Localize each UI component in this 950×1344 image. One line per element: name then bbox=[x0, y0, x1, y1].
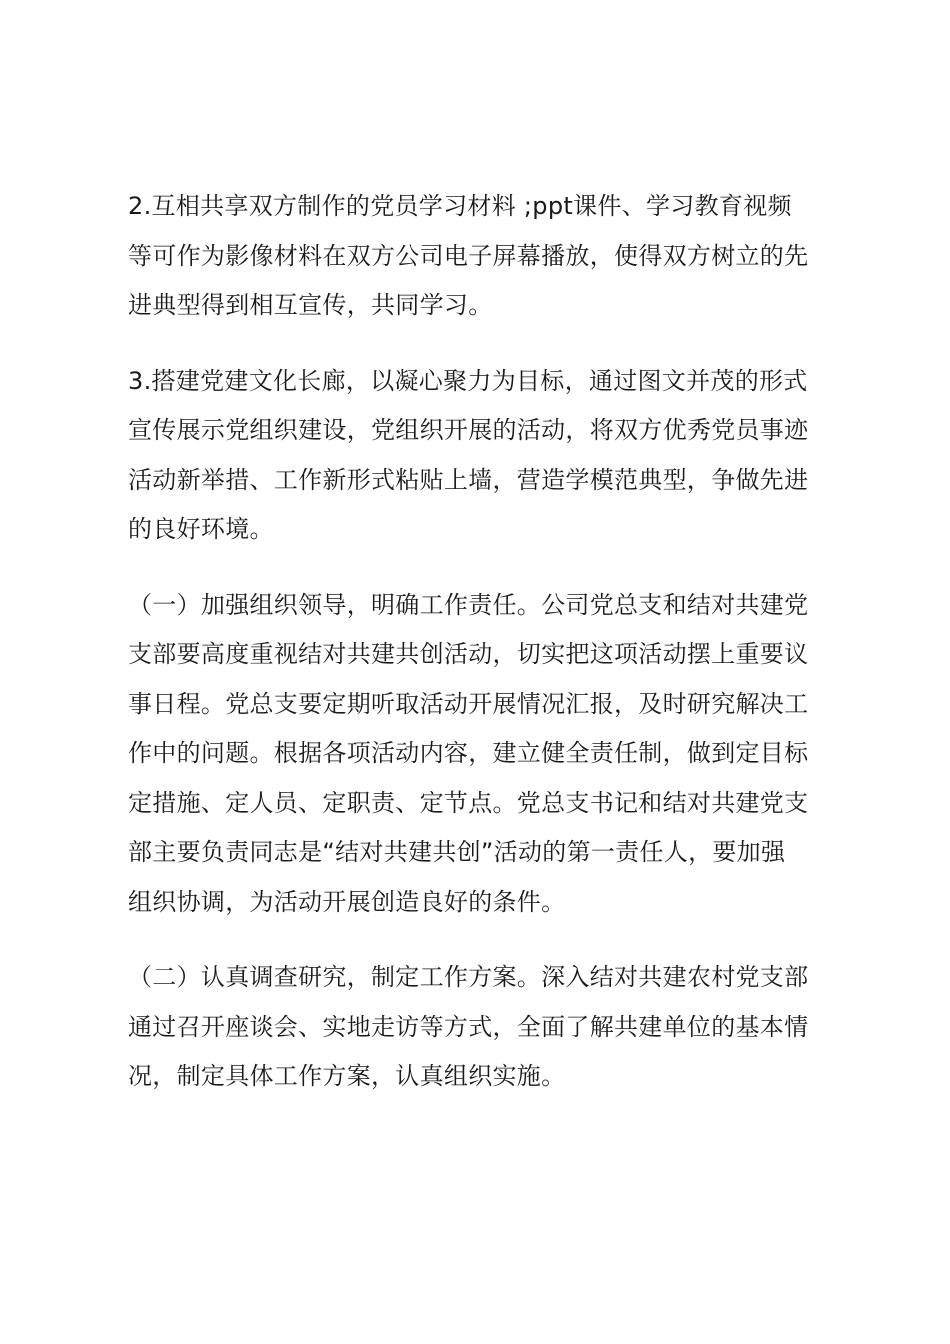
paragraph-section-1 bbox=[128, 581, 868, 928]
paragraph-section-2 bbox=[128, 953, 868, 1102]
text-line: 作中的问题。根据各项活动内容，建立健全责任制，做到定目标 bbox=[128, 739, 809, 767]
text-line: 的良好环境。 bbox=[128, 515, 274, 543]
document-body bbox=[128, 182, 868, 1102]
text-line: 3.搭建党建文化长廊，以凝心聚力为目标，通过图文并茂的形式 bbox=[128, 366, 808, 395]
text-line: 事日程。党总支要定期听取活动开展情况汇报，及时研究解决工 bbox=[128, 689, 809, 718]
text-line: （二）认真调查研究，制定工作方案。深入结对共建农村党支部 bbox=[128, 963, 809, 991]
paragraph-item-3 bbox=[128, 357, 868, 555]
text-line: 等可作为影像材料在双方公司电子屏幕播放，使得双方树立的先 bbox=[128, 241, 809, 270]
text-line: 组织协调，为活动开展创造良好的条件。 bbox=[128, 887, 566, 916]
text-line: 况，制定具体工作方案，认真组织实施。 bbox=[128, 1062, 566, 1090]
text-line: 通过召开座谈会、实地走访等方式，全面了解共建单位的基本情 bbox=[128, 1012, 809, 1041]
text-line: 定措施、定人员、定职责、定节点。党总支书记和结对共建党支 bbox=[128, 788, 809, 817]
text-line: 宣传展示党组织建设，党组织开展的活动，将双方优秀党员事迹 bbox=[128, 416, 809, 444]
text-line: 进典型得到相互宣传，共同学习。 bbox=[128, 291, 493, 319]
text-line: 支部要高度重视结对共建共创活动，切实把这项活动摆上重要议 bbox=[128, 640, 809, 668]
text-line: 活动新举措、工作新形式粘贴上墙，营造学模范典型，争做先进 bbox=[128, 465, 809, 494]
text-line: 部主要负责同志是“结对共建共创”活动的第一责任人，要加强 bbox=[128, 838, 786, 866]
text-line: （一）加强组织领导，明确工作责任。公司党总支和结对共建党 bbox=[128, 590, 809, 619]
paragraph-item-2 bbox=[128, 182, 868, 331]
text-line: 2.互相共享双方制作的党员学习材料 ;ppt课件、学习教育视频 bbox=[128, 192, 792, 220]
